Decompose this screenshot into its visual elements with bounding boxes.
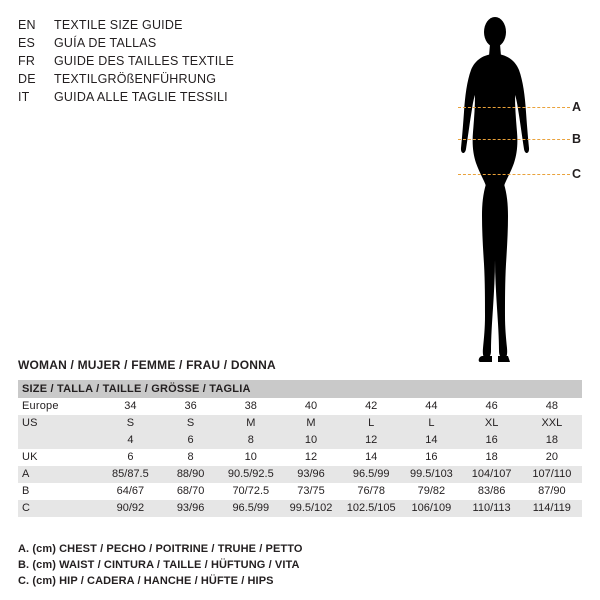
table-row [18,432,582,449]
cell: 85/87.5 [100,466,160,483]
cell: 90.5/92.5 [221,466,281,483]
cell: L [341,415,401,432]
row-label-c: C [18,500,100,517]
language-list [18,16,318,106]
language-row-fr [18,52,318,70]
language-row-en [18,16,318,34]
cell: 6 [100,449,160,466]
cell: 102.5/105 [341,500,401,517]
measure-label-b: B [572,132,582,146]
table-header-label: SIZE / TALLA / TAILLE / GRÖSSE / TAGLIA [18,380,582,398]
cell: 16 [462,432,522,449]
measurement-legend [18,541,303,589]
cell: 16 [401,449,461,466]
cell: 107/110 [522,466,582,483]
cell: 14 [341,449,401,466]
cell: 79/82 [401,483,461,500]
cell: XXL [522,415,582,432]
cell: M [281,415,341,432]
legend-item-a: A. (cm) CHEST / PECHO / POITRINE / TRUHE / PETTO [18,543,303,555]
measure-label-c: C [572,167,582,181]
language-text-es: GUÍA DE TALLAS [54,36,157,50]
cell: 18 [462,449,522,466]
table-header-row [18,380,582,398]
cell: 88/90 [160,466,220,483]
language-code-fr: FR [18,54,36,68]
row-label-us-numeric [18,432,100,449]
table-row [18,398,582,415]
section-title: WOMAN / MUJER / FEMME / FRAU / DONNA [18,358,276,372]
legend-item-b: B. (cm) WAIST / CINTURA / TAILLE / HÜFTUNG / VITA [18,559,300,571]
body-figure-diagram [420,8,590,368]
row-label-b: B [18,483,100,500]
cell: L [401,415,461,432]
cell: 48 [522,398,582,415]
measure-label-a: A [572,100,582,114]
table-row [18,415,582,432]
cell: S [100,415,160,432]
cell: 93/96 [160,500,220,517]
language-text-de: TEXTILGRÖßENFÜHRUNG [54,72,217,86]
measure-line-c [458,174,570,175]
cell: 6 [160,432,220,449]
language-code-es: ES [18,36,36,50]
cell: 10 [281,432,341,449]
cell: 38 [221,398,281,415]
cell: 104/107 [462,466,522,483]
table-row [18,449,582,466]
row-label-a: A [18,466,100,483]
cell: 36 [160,398,220,415]
cell: 42 [341,398,401,415]
cell: 106/109 [401,500,461,517]
row-label-europe: Europe [18,398,100,415]
cell: 8 [160,449,220,466]
row-label-uk: UK [18,449,100,466]
cell: 34 [100,398,160,415]
language-code-it: IT [18,90,30,104]
cell: 10 [221,449,281,466]
cell: S [160,415,220,432]
cell: 12 [341,432,401,449]
cell: 68/70 [160,483,220,500]
language-text-it: GUIDA ALLE TAGLIE TESSILI [54,90,228,104]
cell: 96.5/99 [221,500,281,517]
language-code-de: DE [18,72,36,86]
legend-item-c: C. (cm) HIP / CADERA / HANCHE / HÜFTE / HIPS [18,575,274,587]
cell: 110/113 [462,500,522,517]
measure-line-a [458,107,570,108]
cell: 73/75 [281,483,341,500]
size-table [18,380,582,517]
language-text-en: TEXTILE SIZE GUIDE [54,18,183,32]
language-row-de [18,70,318,88]
female-silhouette-icon [440,8,550,368]
cell: 8 [221,432,281,449]
cell: 70/72.5 [221,483,281,500]
measure-line-b [458,139,570,140]
cell: 93/96 [281,466,341,483]
table-row [18,500,582,517]
language-text-fr: GUIDE DES TAILLES TEXTILE [54,54,235,68]
cell: 90/92 [100,500,160,517]
language-row-es [18,34,318,52]
row-label-us: US [18,415,100,432]
cell: 114/119 [522,500,582,517]
cell: 40 [281,398,341,415]
language-row-it [18,88,318,106]
cell: 76/78 [341,483,401,500]
table-row [18,483,582,500]
cell: 96.5/99 [341,466,401,483]
cell: 14 [401,432,461,449]
cell: 18 [522,432,582,449]
cell: 4 [100,432,160,449]
cell: 44 [401,398,461,415]
cell: 20 [522,449,582,466]
cell: 12 [281,449,341,466]
cell: 99.5/102 [281,500,341,517]
cell: 99.5/103 [401,466,461,483]
cell: 87/90 [522,483,582,500]
table-row [18,466,582,483]
language-code-en: EN [18,18,36,32]
cell: 83/86 [462,483,522,500]
cell: M [221,415,281,432]
cell: 46 [462,398,522,415]
cell: XL [462,415,522,432]
cell: 64/67 [100,483,160,500]
